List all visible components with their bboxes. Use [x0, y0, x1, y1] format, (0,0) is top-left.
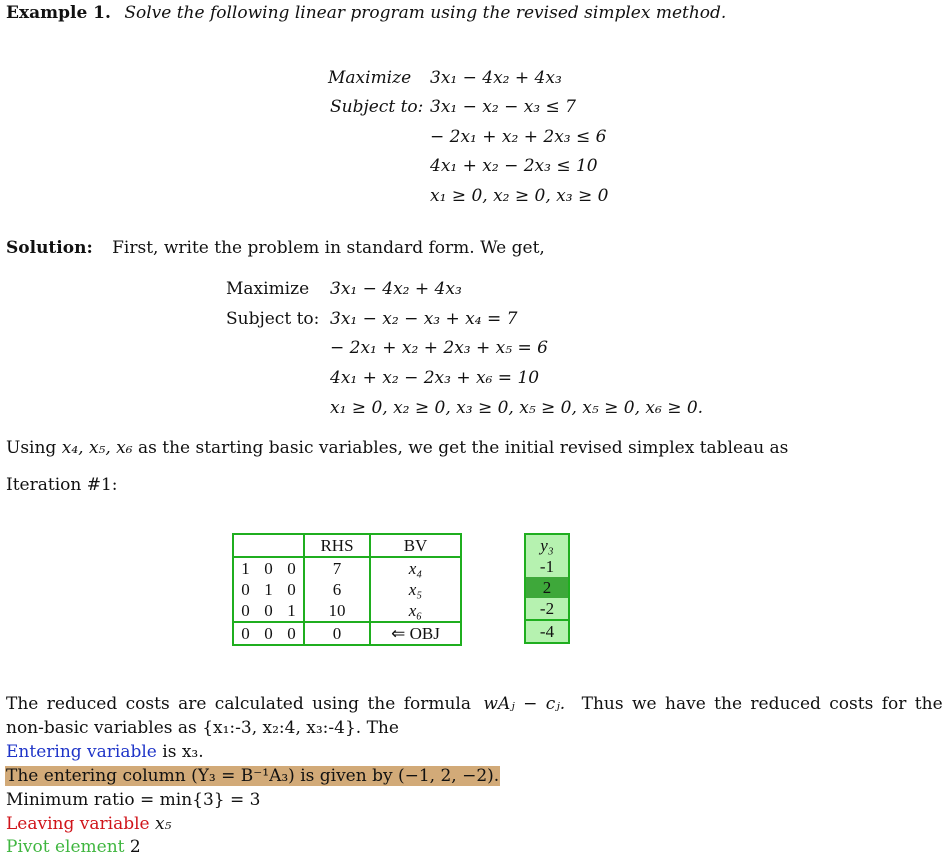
- solution-heading: Solution:: [6, 238, 93, 258]
- table-row-objective: [233, 622, 461, 645]
- dual-cell: 0: [280, 622, 304, 645]
- std-label-maximize: Maximize: [226, 279, 310, 299]
- binv-cell: 1: [280, 600, 304, 622]
- binv-cell: 1: [233, 557, 257, 579]
- minimum-ratio-line: Minimum ratio = min{3} = 3: [6, 790, 261, 810]
- reduced-text-1: The reduced costs are calculated using the formula: [6, 694, 472, 714]
- y-header: y₃: [525, 534, 569, 556]
- objective-expr: 3x₁ − 4x₂ + 4x₃: [430, 68, 562, 88]
- leaving-label: Leaving variable: [6, 814, 150, 834]
- tableau-header-bv: BV: [370, 534, 461, 557]
- reduced-costs-line-1: [6, 694, 943, 714]
- basis-text-b: as the starting basic variables, we get the initial revised simplex tableau as: [137, 438, 789, 458]
- table-row: [233, 579, 461, 600]
- binv-cell: 0: [264, 600, 273, 620]
- iteration-label: Iteration #1:: [6, 475, 118, 495]
- solution-text: First, write the problem in standard form. We get,: [112, 238, 545, 258]
- std-label-subject: Subject to:: [226, 309, 320, 329]
- basis-sentence: [6, 438, 788, 458]
- revised-simplex-tableau: [232, 533, 462, 646]
- rhs-cell: 0: [304, 622, 370, 645]
- tableau-header-blank: [233, 534, 257, 557]
- leaving-var: x₅: [155, 814, 172, 834]
- tableau-header-blank: [280, 534, 304, 557]
- dual-cell: 0: [233, 622, 257, 645]
- constraint-2: − 2x₁ + x₂ + 2x₃ ≤ 6: [430, 127, 607, 147]
- bv-cell: x₆: [370, 600, 461, 622]
- example-heading: Example 1.: [6, 3, 111, 23]
- pivot-cell: 2: [525, 577, 569, 598]
- rhs-cell: 6: [304, 579, 370, 600]
- obj-cell: ⇐ OBJ: [370, 622, 461, 645]
- basis-vars: x₄, x₅, x₆: [61, 438, 133, 458]
- example-text: Solve the following linear program using the revised simplex method.: [124, 3, 727, 23]
- example-statement: [6, 3, 726, 23]
- std-constraint-3: 4x₁ + x₂ − 2x₃ + x₆ = 10: [330, 368, 540, 388]
- binv-cell: 0: [280, 579, 304, 600]
- y-cell: -1: [525, 556, 569, 577]
- nonnegativity: x₁ ≥ 0, x₂ ≥ 0, x₃ ≥ 0: [430, 186, 609, 206]
- solution-intro: [6, 238, 545, 258]
- std-objective: 3x₁ − 4x₂ + 4x₃: [330, 279, 462, 299]
- pivot-label: Pivot element: [6, 837, 125, 857]
- std-nonnegativity: x₁ ≥ 0, x₂ ≥ 0, x₃ ≥ 0, x₅ ≥ 0, x₅ ≥ 0, x₆ ≥ 0.: [330, 398, 704, 418]
- y-cell: -4: [525, 620, 569, 643]
- table-row: [233, 600, 461, 622]
- entering-column-line: The entering column (Y₃ = B⁻¹A₃) is given by (−1, 2, −2).: [6, 766, 500, 786]
- constraint-3: 4x₁ + x₂ − 2x₃ ≤ 10: [430, 156, 598, 176]
- std-constraint-1: 3x₁ − x₂ − x₃ + x₄ = 7: [330, 309, 518, 329]
- problem-label-subject: Subject to:: [330, 97, 424, 117]
- leaving-line: [6, 814, 171, 834]
- tableau-header-blank: [257, 534, 280, 557]
- reduced-text-2: Thus we have the reduced costs for the: [581, 694, 943, 714]
- binv-cell: 0: [264, 558, 273, 578]
- y-cell: -2: [525, 598, 569, 620]
- binv-cell: 1: [264, 579, 273, 599]
- entering-rest: is x₃.: [162, 742, 204, 762]
- pivot-line: [6, 837, 141, 857]
- pivot-value: 2: [129, 837, 141, 857]
- entering-line: [6, 742, 204, 762]
- tableau-header-rhs: RHS: [304, 534, 370, 557]
- binv-cell: 0: [233, 579, 257, 600]
- dual-cell: 0: [257, 622, 280, 645]
- constraint-1: 3x₁ − x₂ − x₃ ≤ 7: [430, 97, 576, 117]
- basis-text-a: Using: [6, 438, 57, 458]
- bv-cell: x₄: [370, 557, 461, 579]
- rhs-cell: 10: [304, 600, 370, 622]
- rhs-cell: 7: [304, 557, 370, 579]
- problem-label-maximize: Maximize: [328, 68, 412, 88]
- binv-cell: 0: [233, 600, 257, 622]
- reduced-costs-line-2: non-basic variables as {x₁:-3, x₂:4, x₃:-4}. The: [6, 718, 399, 738]
- entering-label: Entering variable: [6, 742, 157, 762]
- table-row: [233, 557, 461, 579]
- entering-column-y3: [524, 533, 570, 644]
- std-constraint-2: − 2x₁ + x₂ + 2x₃ + x₅ = 6: [330, 338, 548, 358]
- reduced-formula: wAⱼ − cⱼ.: [483, 694, 566, 714]
- bv-cell: x₅: [370, 579, 461, 600]
- binv-cell: 0: [280, 557, 304, 579]
